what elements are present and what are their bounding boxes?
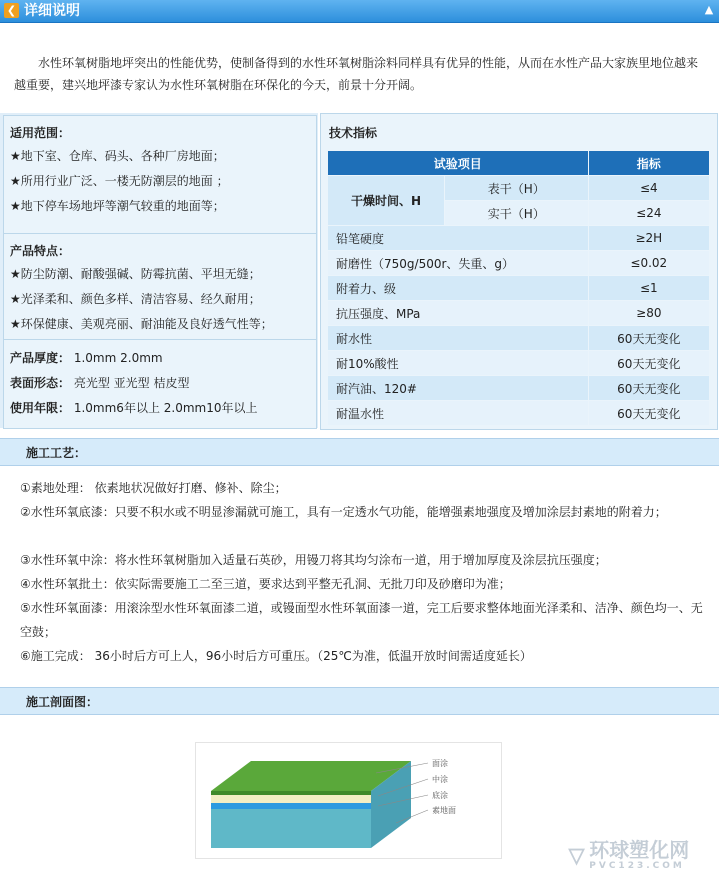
step-item: ⑤水性环氧面漆：用滚涂型水性环氧面漆二道，或镘面型水性环氧面漆一道，完工后要求整体地面光泽柔和、洁净、颜色均一、无空鼓； bbox=[20, 601, 703, 639]
dry-label: 干燥时间、H bbox=[328, 176, 445, 226]
table-cell: 耐10%酸性 bbox=[328, 351, 589, 376]
col-header-item: 试验项目 bbox=[328, 151, 589, 176]
list-item: ★所用行业广泛、一楼无防潮层的地面 ； bbox=[10, 174, 229, 188]
layer-label: 面涂 bbox=[432, 759, 448, 768]
layer-label: 底涂 bbox=[432, 791, 448, 800]
table-cell: 铅笔硬度 bbox=[328, 226, 589, 251]
layer-top-side bbox=[211, 791, 371, 795]
section-header bbox=[0, 687, 719, 715]
spec-label: 表面形态： bbox=[10, 376, 71, 390]
table-cell: 60天无变化 bbox=[588, 326, 709, 351]
specs-box bbox=[3, 339, 317, 429]
watermark bbox=[568, 835, 690, 875]
list-item: ★地下停车场地坪等潮气较重的地面等； bbox=[10, 199, 225, 213]
layer-middle bbox=[211, 795, 371, 803]
table-cell: 60天无变化 bbox=[588, 401, 709, 426]
table-row bbox=[328, 326, 710, 351]
intro-text: 水性环氧树脂地坪突出的性能优势，使制备得到的水性环氧树脂涂料同样具有优异的性能，从而在水性产品大家族里地位越来越重要，建兴地坪漆专家认为水性环氧树脂在环保化的今天，前景十分开阔。 bbox=[14, 56, 699, 92]
spec-value: 1.0mm6年以上 2.0mm10年以上 bbox=[73, 401, 258, 415]
tech-table bbox=[327, 150, 710, 426]
list-item: ★光泽柔和、颜色多样、清洁容易、经久耐用； bbox=[10, 292, 261, 306]
page-title: 详细说明 bbox=[24, 3, 80, 19]
table-row bbox=[328, 276, 710, 301]
table-cell: 60天无变化 bbox=[588, 351, 709, 376]
watermark-main: 环球塑化网 bbox=[589, 838, 690, 862]
tech-panel bbox=[320, 113, 718, 430]
step-item: ②水性环氧底漆：只要不积水或不明显渗漏就可施工，具有一定透水气功能，能增强素地强度及增加涂层封素地的附着力； bbox=[20, 505, 667, 519]
layer-bottom bbox=[211, 803, 371, 809]
table-cell: ≤24 bbox=[588, 201, 709, 226]
spec-value: 亮光型 亚光型 桔皮型 bbox=[73, 376, 190, 390]
header-bar bbox=[0, 0, 719, 23]
tech-title: 技术指标 bbox=[329, 126, 378, 140]
spec-label: 使用年限： bbox=[10, 401, 71, 415]
section-heading: 施工剖面图： bbox=[26, 695, 99, 709]
table-cell: ≥2H bbox=[588, 226, 709, 251]
spec-value: 1.0mm 2.0mm bbox=[73, 351, 163, 365]
table-cell: 耐温水性 bbox=[328, 401, 589, 426]
step-item: ⑥施工完成： 36小时后方可上人，96小时后方可重压。（25℃为准，低温开放时间需适度延长） bbox=[20, 649, 532, 663]
list-item: ★地下室、仓库、码头、各种厂房地面； bbox=[10, 149, 225, 163]
step-item: ①素地处理： 依素地状况做好打磨、修补、除尘； bbox=[20, 481, 287, 495]
intro-section bbox=[0, 35, 719, 98]
spec-row bbox=[10, 346, 310, 371]
table-cell: 60天无变化 bbox=[588, 376, 709, 401]
layer-label: 素地面 bbox=[432, 806, 456, 815]
step-item: ④水性环氧批土：依实际需要施工二至三道，要求达到平整无孔洞、无批刀印及砂磨印为准； bbox=[20, 577, 511, 591]
table-row bbox=[328, 351, 710, 376]
table-row bbox=[328, 251, 710, 276]
table-cell: 耐水性 bbox=[328, 326, 589, 351]
table-cell: ≥80 bbox=[588, 301, 709, 326]
table-cell: 实干（H） bbox=[445, 201, 589, 226]
watermark-logo-icon: ▿ bbox=[568, 835, 586, 875]
spec-row bbox=[10, 396, 310, 421]
list-item: ★防尘防潮、耐酸强碱、防霉抗菌、平坦无缝； bbox=[10, 267, 261, 281]
layers-illustration bbox=[196, 743, 501, 858]
process-header bbox=[0, 438, 719, 466]
layer-label: 中涂 bbox=[432, 775, 448, 784]
scope-heading: 适用范围： bbox=[10, 126, 71, 140]
scope-box bbox=[3, 115, 317, 235]
layer-base bbox=[211, 809, 371, 848]
table-row bbox=[328, 376, 710, 401]
table-cell: 附着力、级 bbox=[328, 276, 589, 301]
process-heading: 施工工艺： bbox=[26, 446, 87, 460]
table-cell: ≤1 bbox=[588, 276, 709, 301]
col-header-value: 指标 bbox=[588, 151, 709, 176]
table-row bbox=[328, 176, 710, 201]
cross-section-diagram bbox=[195, 742, 502, 859]
left-column bbox=[0, 113, 318, 428]
table-row bbox=[328, 401, 710, 426]
spec-label: 产品厚度： bbox=[10, 351, 71, 365]
table-cell: 表干（H） bbox=[445, 176, 589, 201]
arrow-icon: ❮ bbox=[4, 3, 19, 18]
corner-icon: ▲ bbox=[704, 3, 714, 16]
table-cell: 抗压强度、MPa bbox=[328, 301, 589, 326]
step-item: ③水性环氧中涂：将水性环氧树脂加入适量石英砂，用镘刀将其均匀涂布一道，用于增加厚度及涂层抗压强度； bbox=[20, 553, 607, 567]
table-cell: 耐汽油、120# bbox=[328, 376, 589, 401]
table-cell: ≤0.02 bbox=[588, 251, 709, 276]
features-box bbox=[3, 233, 317, 341]
table-cell: 耐磨性（750g/500r、失重、g） bbox=[328, 251, 589, 276]
features-heading: 产品特点： bbox=[10, 244, 71, 258]
table-row bbox=[328, 301, 710, 326]
watermark-sub: PVC123.COM bbox=[589, 861, 685, 871]
spec-row bbox=[10, 371, 310, 396]
process-steps bbox=[0, 466, 719, 676]
table-row bbox=[328, 226, 710, 251]
table-cell: ≤4 bbox=[588, 176, 709, 201]
list-item: ★环保健康、美观亮丽、耐油能及良好透气性等； bbox=[10, 317, 273, 331]
